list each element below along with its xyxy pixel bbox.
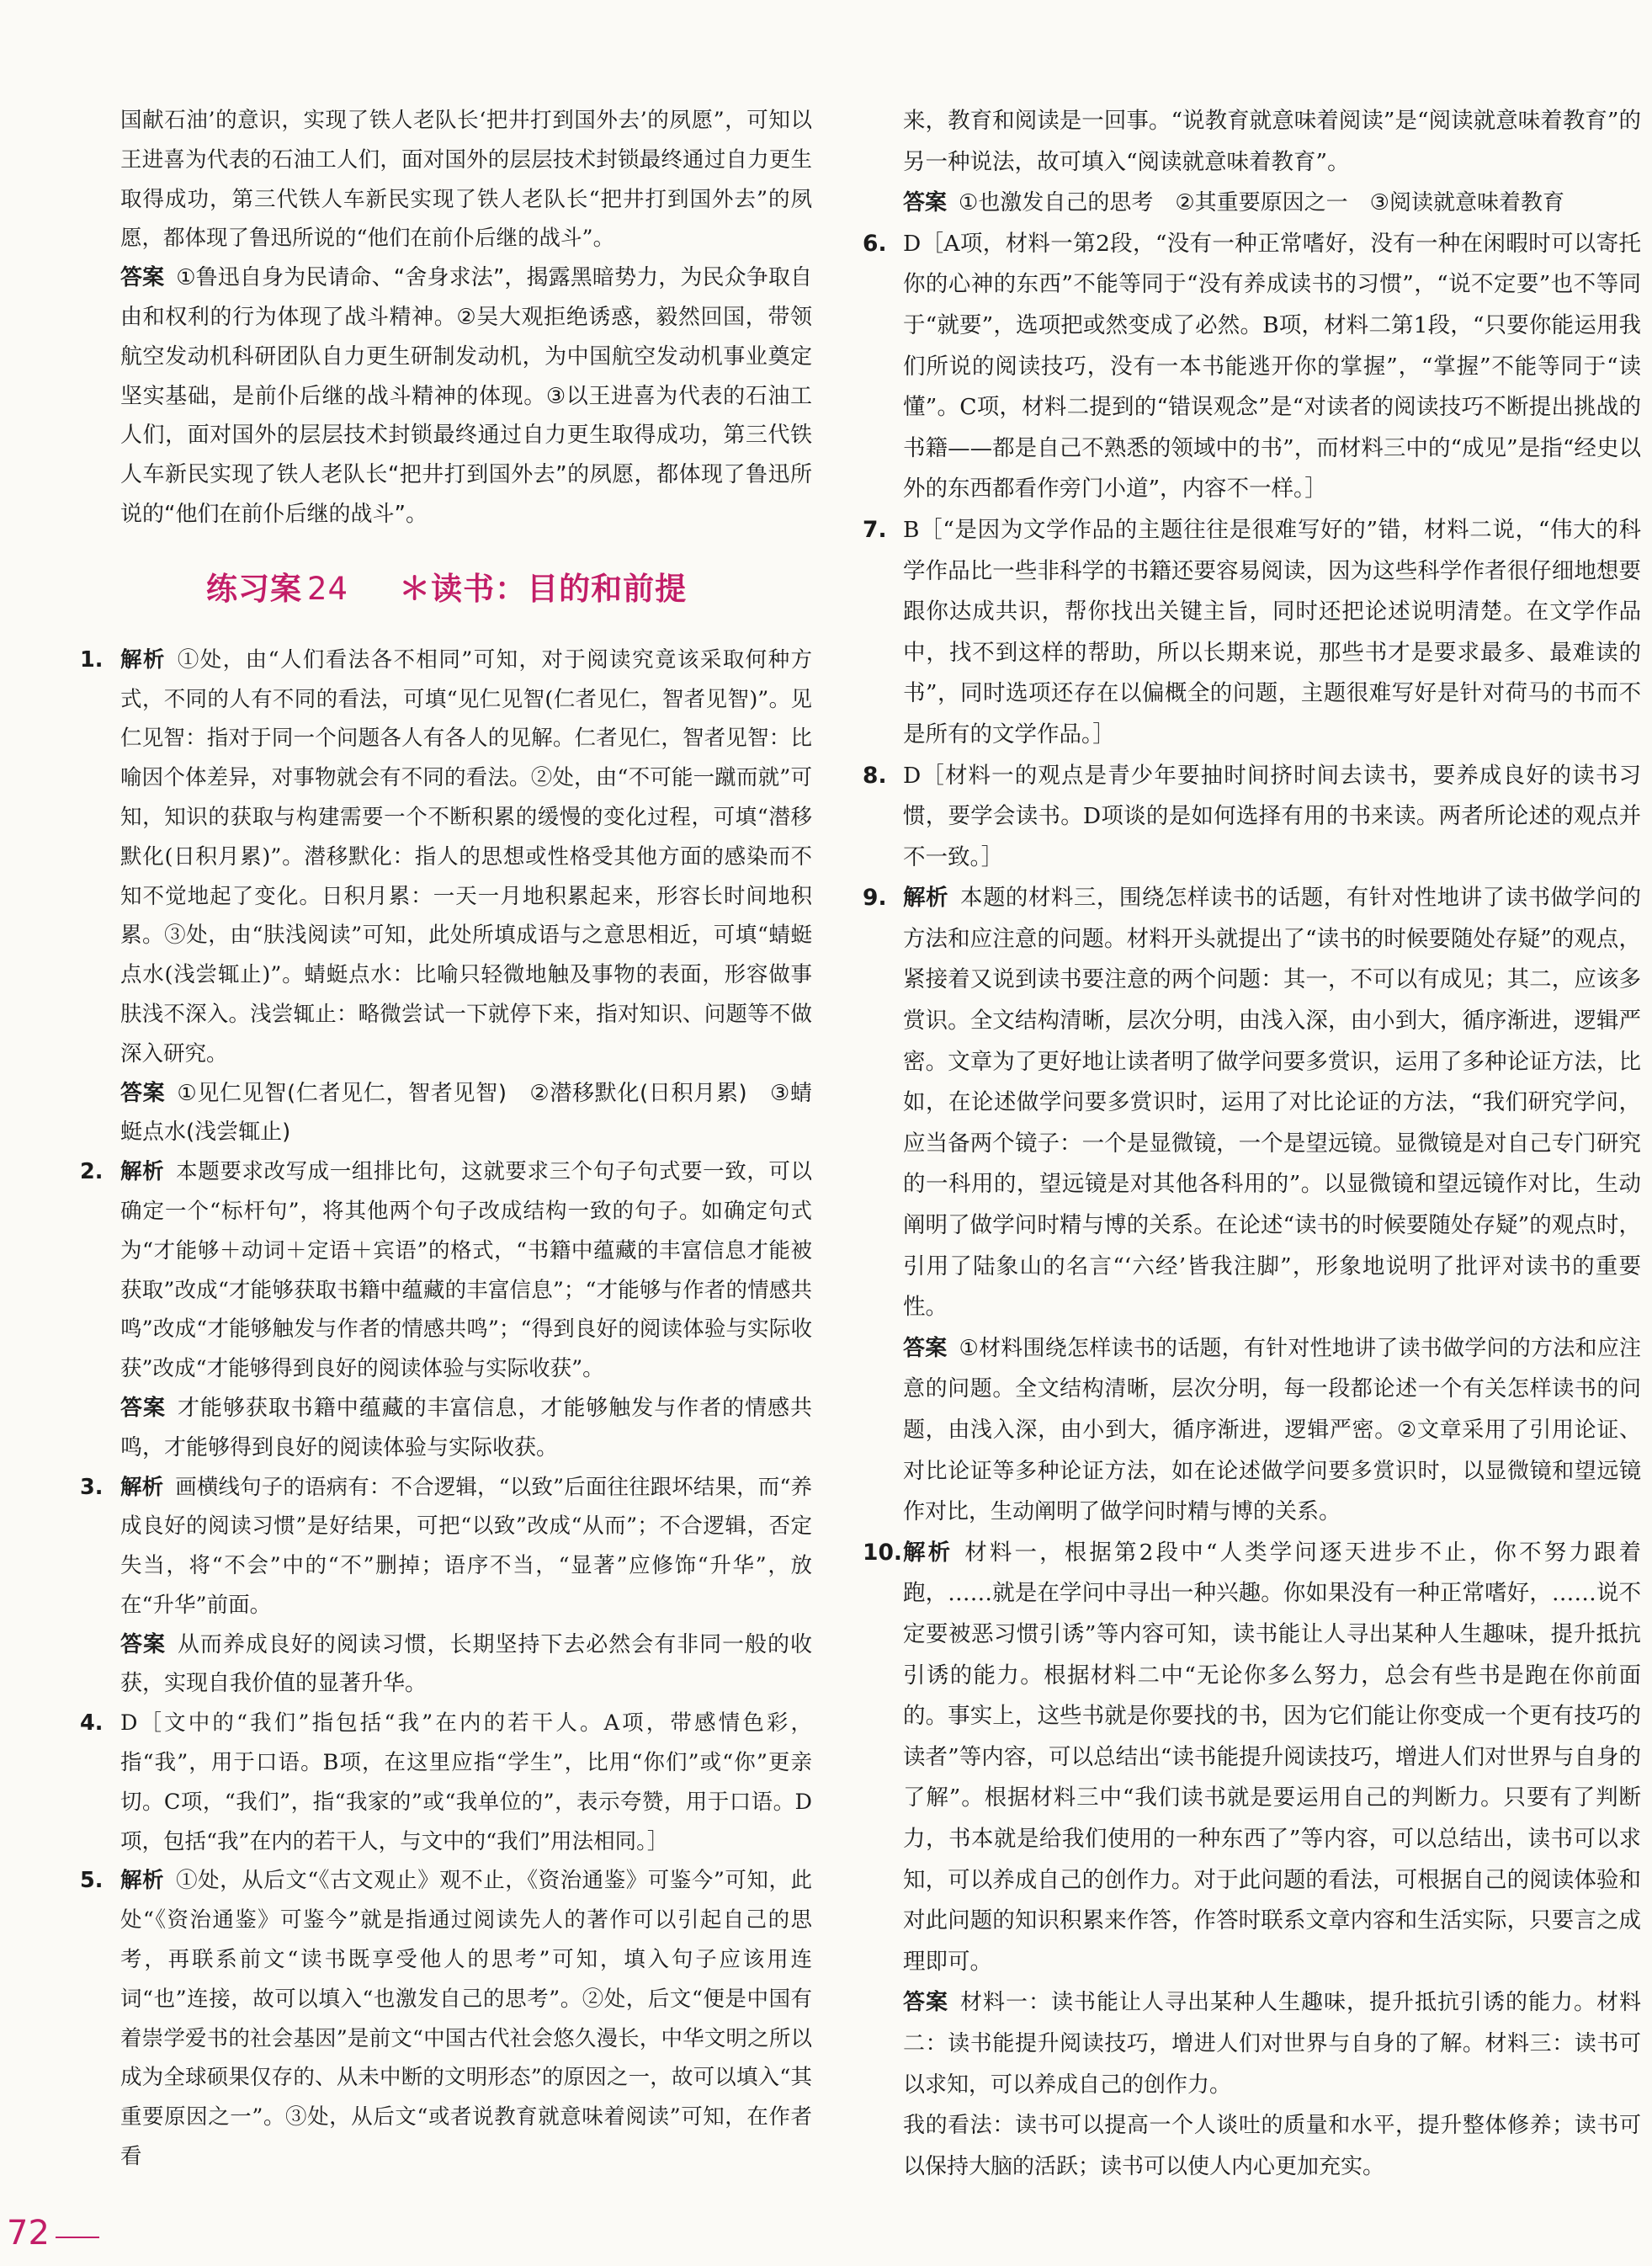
analysis-text: 本题的材料三，围绕怎样读书的话题，有针对性地讲了读书做学问的方法和应注意的问题。材料开头就提出了“读书的时候要随处存疑”的观点，紧接着又说到读书要注意的两个问题：其一，不可以有成见；其二，应该多赏识。全文结构清晰，层次分明，由浅入深，由小到大，循序渐进，逻辑严密。文章为了更好地让读者明了做学问要多赏识，运用了多种论证方法，比如，在论述做学问要多赏识时，运用了对比论证的方法，“我们研究学问，应当备两个镜子：一个是显微镜，一个是望远镜。显微镜是对自己专门研究的一科用的，望远镜是对其他各科用的”。以显微镜和望远镜作对比，生动阐明了做学问时精与博的关系。在论述“读书的时候要随处存疑”的观点时，引用了陆象山的名言“‘六经’皆我注脚”，形象地说明了批评对读书的重要性。: [903, 885, 1642, 1321]
question-6: [863, 224, 1641, 510]
heading-number: 24: [307, 570, 349, 607]
question-number: 10.: [863, 1539, 902, 1566]
answer: [903, 1982, 1641, 2105]
question-text: D［文中的“我们”指包括“我”在内的若干人。A项，带感情色彩，指“我”，用于口语。B项，在这里应指“学生”，比用“你们”或“你”更亲切。C项，“我们”，指“我家的”或“我单位的”，表示夸赞，用于口语。D项，包括“我”在内的若干人，与文中的“我们”用法相同。］: [120, 1710, 812, 1854]
answer-label: 答案: [120, 265, 165, 291]
answer: [120, 1074, 812, 1153]
analysis-label: 解析: [903, 885, 948, 912]
answer: [903, 1328, 1641, 1533]
analysis: [120, 1861, 812, 2176]
answer-label: 答案: [903, 190, 948, 216]
analysis-text: 材料一，根据第2段中“人类学问逐天进步不止，你不努力跟着跑，……就是在学问中寻出一种兴趣。你如果没有一种正常嗜好，……说不定要被恶习惯引诱”等内容可知，读书能让人寻出某种人生趣味，提升抵抗引诱的能力。根据材料二中“无论你多么努力，总会有些书是跑在你前面的。事实上，这些书就是你要找的书，因为它们能让你变成一个更有技巧的读者”等内容，可以总结出“读书能提升阅读技巧，增进人们对世界与自身的了解”。根据材料三中“我们读书就是要运用自己的判断力。只要有了判断力，书本就是给我们使用的一种东西了”等内容，可以总结出，读书可以求知，可以养成自己的创作力。对于此问题的看法，可根据自己的阅读体验和对此问题的知识积累来作答，作答时联系文章内容和生活实际，只要言之成理即可。: [903, 1539, 1641, 1975]
question-4: [80, 1704, 812, 1861]
analysis-label: 解析: [120, 1474, 164, 1500]
question-number: 5.: [80, 1868, 104, 1894]
answer-text: ①见仁见智(仁者见仁，智者见智) ②潜移默化(日积月累) ③蜻蜓点水(浅尝辄止): [120, 1080, 812, 1146]
answer-text: ①鲁迅自身为民请命、“舍身求法”，揭露黑暗势力，为民众争取自由和权利的行为体现了战斗精神。②吴大观拒绝诱惑，毅然回国，带领航空发动机科研团队自力更生研制发动机，为中国航空发动机事业奠定坚实基础，是前仆后继的战斗精神的体现。③以王进喜为代表的石油工人们，面对国外的层层技术封锁最终通过自力更生取得成功，第三代铁人车新民实现了铁人老队长“把井打到国外去”的夙愿，都体现了鲁迅所说的“他们在前仆后继的战斗”。: [120, 265, 812, 527]
question-7: [863, 510, 1641, 756]
answer-text: 材料一：读书能让人寻出某种人生趣味，提升抵抗引诱的能力。材料二：读书能提升阅读技巧，增进人们对世界与自身的了解。材料三：读书可以求知，可以养成自己的创作力。: [903, 1990, 1641, 2098]
answer-label: 答案: [903, 1990, 948, 2016]
answer: [120, 1625, 812, 1705]
question-text: D［A项，材料一第2段，“没有一种正常嗜好，没有一种在闲暇时可以寄托你的心神的东西”不能等同于“没有养成读书的习惯”，“说不定要”也不等同于“就要”，选项把或然变成了必然。B项，材料二第1段，“只要你能运用我们所说的阅读技巧，没有一本书能逃开你的掌握”，“掌握”不能等同于“读懂”。C项，材料二提到的“错误观念”是“对读者的阅读技巧不断提出挑战的书籍——都是自己不熟悉的领域中的书”，而材料三中的“成见”是指“经史以外的东西都看作旁门小道”，内容不一样。］: [903, 230, 1641, 503]
answer-text: 从而养成良好的阅读习惯，长期坚持下去必然会有非同一般的收获，实现自我价值的显著升华。: [120, 1631, 812, 1697]
answer: [120, 1389, 812, 1468]
question-3: [80, 1468, 812, 1705]
question-1: [80, 641, 812, 1152]
right-column: [863, 101, 1641, 2187]
analysis: [903, 878, 1641, 1328]
answer-label: 答案: [120, 1631, 166, 1657]
question-number: 2.: [80, 1159, 104, 1185]
cont-analysis: 国献石油’的意识，实现了铁人老队长‘把井打到国外去’的夙愿”，可知以王进喜为代表的石油工人们，面对国外的层层技术封锁最终通过自力更生取得成功，第三代铁人车新民实现了铁人老队长“把井打到国外去”的夙愿，都体现了鲁迅所说的“他们在前仆后继的战斗”。: [120, 108, 812, 252]
question-number: 3.: [80, 1474, 104, 1500]
answer-label: 答案: [120, 1395, 166, 1421]
answer-text: 才能够获取书籍中蕴藏的丰富信息，才能够触发与作者的情感共鸣，才能够得到良好的阅读体验与实际收获。: [120, 1395, 812, 1460]
question-text: B［“是因为文学作品的主题往往是很难写好的”错，材料二说，“伟大的科学作品比一些非科学的书籍还要容易阅读，因为这些科学作者很仔细地想要跟你达成共识，帮你找出关键主旨，同时还把论述说明清楚。在文学作品中，找不到这样的帮助，所以长期来说，那些书才是要求最多、最难读的书”，同时选项还存在以偏概全的问题，主题很难写好是针对荷马的书而不是所有的文学作品。］: [903, 516, 1641, 747]
analysis-text: ①处，从后文“《古文观止》观不止，《资治通鉴》可鉴今”可知，此处“《资治通鉴》可鉴今”就是指通过阅读先人的著作可以引起自己的思考，再联系前文“读书既享受他人的思考”可知，填入句子应该用连词“也”连接，故可以填入“也激发自己的思考”。②处，后文“便是中国有着崇学爱书的社会基因”是前文“中国古代社会悠久漫长，中华文明之所以成为全球硕果仅存的、从未中断的文明形态”的原因之一，故可以填入“其重要原因之一”。③处，从后文“或者说教育就意味着阅读”可知，在作者看: [120, 1868, 812, 2170]
analysis: [903, 1533, 1641, 1983]
section-heading: [206, 568, 812, 610]
page-number-rule: [56, 2237, 99, 2238]
analysis-label: 解析: [903, 1539, 953, 1566]
question-text: D［材料一的观点是青少年要抽时间挤时间去读书，要养成良好的读书习惯，要学会读书。D项谈的是如何选择有用的书来读。两者所论述的观点并不一致。］: [903, 762, 1641, 870]
page-number: 72: [7, 2214, 50, 2253]
analysis-text: 画横线句子的语病有：不合逻辑，“以致”后面往往跟坏结果，而“养成良好的阅读习惯”是好结果，可把“以致”改成“从而”；不合逻辑，否定失当，将“不会”中的“不”删掉；语序不当，“显著”应修饰“升华”，放在“升华”前面。: [120, 1474, 812, 1618]
analysis-text: 本题要求改写成一组排比句，这就要求三个句子句式要一致，可以确定一个“标杆句”，将其他两个句子改成结构一致的句子。如确定句式为“才能够＋动词＋定语＋宾语”的格式，“书籍中蕴藏的丰富信息才能被获取”改成“才能够获取书籍中蕴藏的丰富信息”；“才能够与作者的情感共鸣”改成“才能够触发与作者的情感共鸣”；“得到良好的阅读体验与实际收获”改成“才能够得到良好的阅读体验与实际收获”。: [120, 1159, 812, 1382]
analysis: [120, 641, 812, 1074]
question-2: [80, 1152, 812, 1467]
analysis-label: 解析: [120, 1868, 165, 1894]
question-number: 7.: [863, 516, 887, 543]
question-number: 8.: [863, 762, 887, 789]
question-number: 9.: [863, 885, 887, 912]
heading-title: ＊读书：目的和前提: [399, 570, 688, 607]
cont-answer: [80, 258, 812, 535]
my-view: 我的看法：读书可以提高一个人谈吐的质量和水平，提升整体修养；读书可以保持大脑的活跃；读书可以使人内心更加充实。: [903, 2113, 1641, 2179]
analysis-label: 解析: [120, 1159, 165, 1185]
question-number: 4.: [80, 1710, 104, 1737]
question-5: [80, 1861, 812, 2176]
analysis-label: 解析: [120, 646, 166, 673]
heading-prefix: 练习案: [206, 570, 302, 607]
question-10: [863, 1533, 1641, 2188]
question-8: [863, 756, 1641, 879]
answer-text: ①也激发自己的思考 ②其重要原因之一 ③阅读就意味着教育: [959, 190, 1564, 216]
q5-answer: [863, 183, 1641, 224]
left-column: [80, 101, 812, 2177]
q5-continuation: 来，教育和阅读是一回事。“说教育就意味着阅读”是“阅读就意味着教育”的另一种说法，故可填入“阅读就意味着教育”。: [903, 108, 1641, 175]
answer-label: 答案: [903, 1335, 948, 1361]
question-number: 1.: [80, 646, 104, 673]
answer-label: 答案: [120, 1080, 166, 1106]
analysis: [120, 1468, 812, 1625]
analysis-text: ①处，由“人们看法各不相同”可知，对于阅读究竟该采取何种方式，不同的人有不同的看法，可填“见仁见智(仁者见仁，智者见智)”。见仁见智：指对于同一个问题各人有各人的见解。仁者见仁，智者见智：比喻因个体差异，对事物就会有不同的看法。②处，由“不可能一蹴而就”可知，知识的获取与构建需要一个不断积累的缓慢的变化过程，可填“潜移默化(日积月累)”。潜移默化：指人的思想或性格受其他方面的感染而不知不觉地起了变化。日积月累：一天一月地积累起来，形容长时间地积累。③处，由“肤浅阅读”可知，此处所填成语与之意思相近，可填“蜻蜓点水(浅尝辄止)”。蜻蜓点水：比喻只轻微地触及事物的表面，形容做事肤浅不深入。浅尝辄止：略微尝试一下就停下来，指对知识、问题等不做深入研究。: [120, 646, 812, 1067]
analysis: [120, 1152, 812, 1389]
question-9: [863, 878, 1641, 1533]
question-number: 6.: [863, 230, 887, 257]
answer-text: ①材料围绕怎样读书的话题，有针对性地讲了读书做学问的方法和应注意的问题。全文结构清晰，层次分明，每一段都论述一个有关怎样读书的问题，由浅入深，由小到大，循序渐进，逻辑严密。②文章采用了引用论证、对比论证等多种论证方法，如在论述做学问要多赏识时，以显微镜和望远镜作对比，生动阐明了做学问时精与博的关系。: [903, 1335, 1641, 1525]
